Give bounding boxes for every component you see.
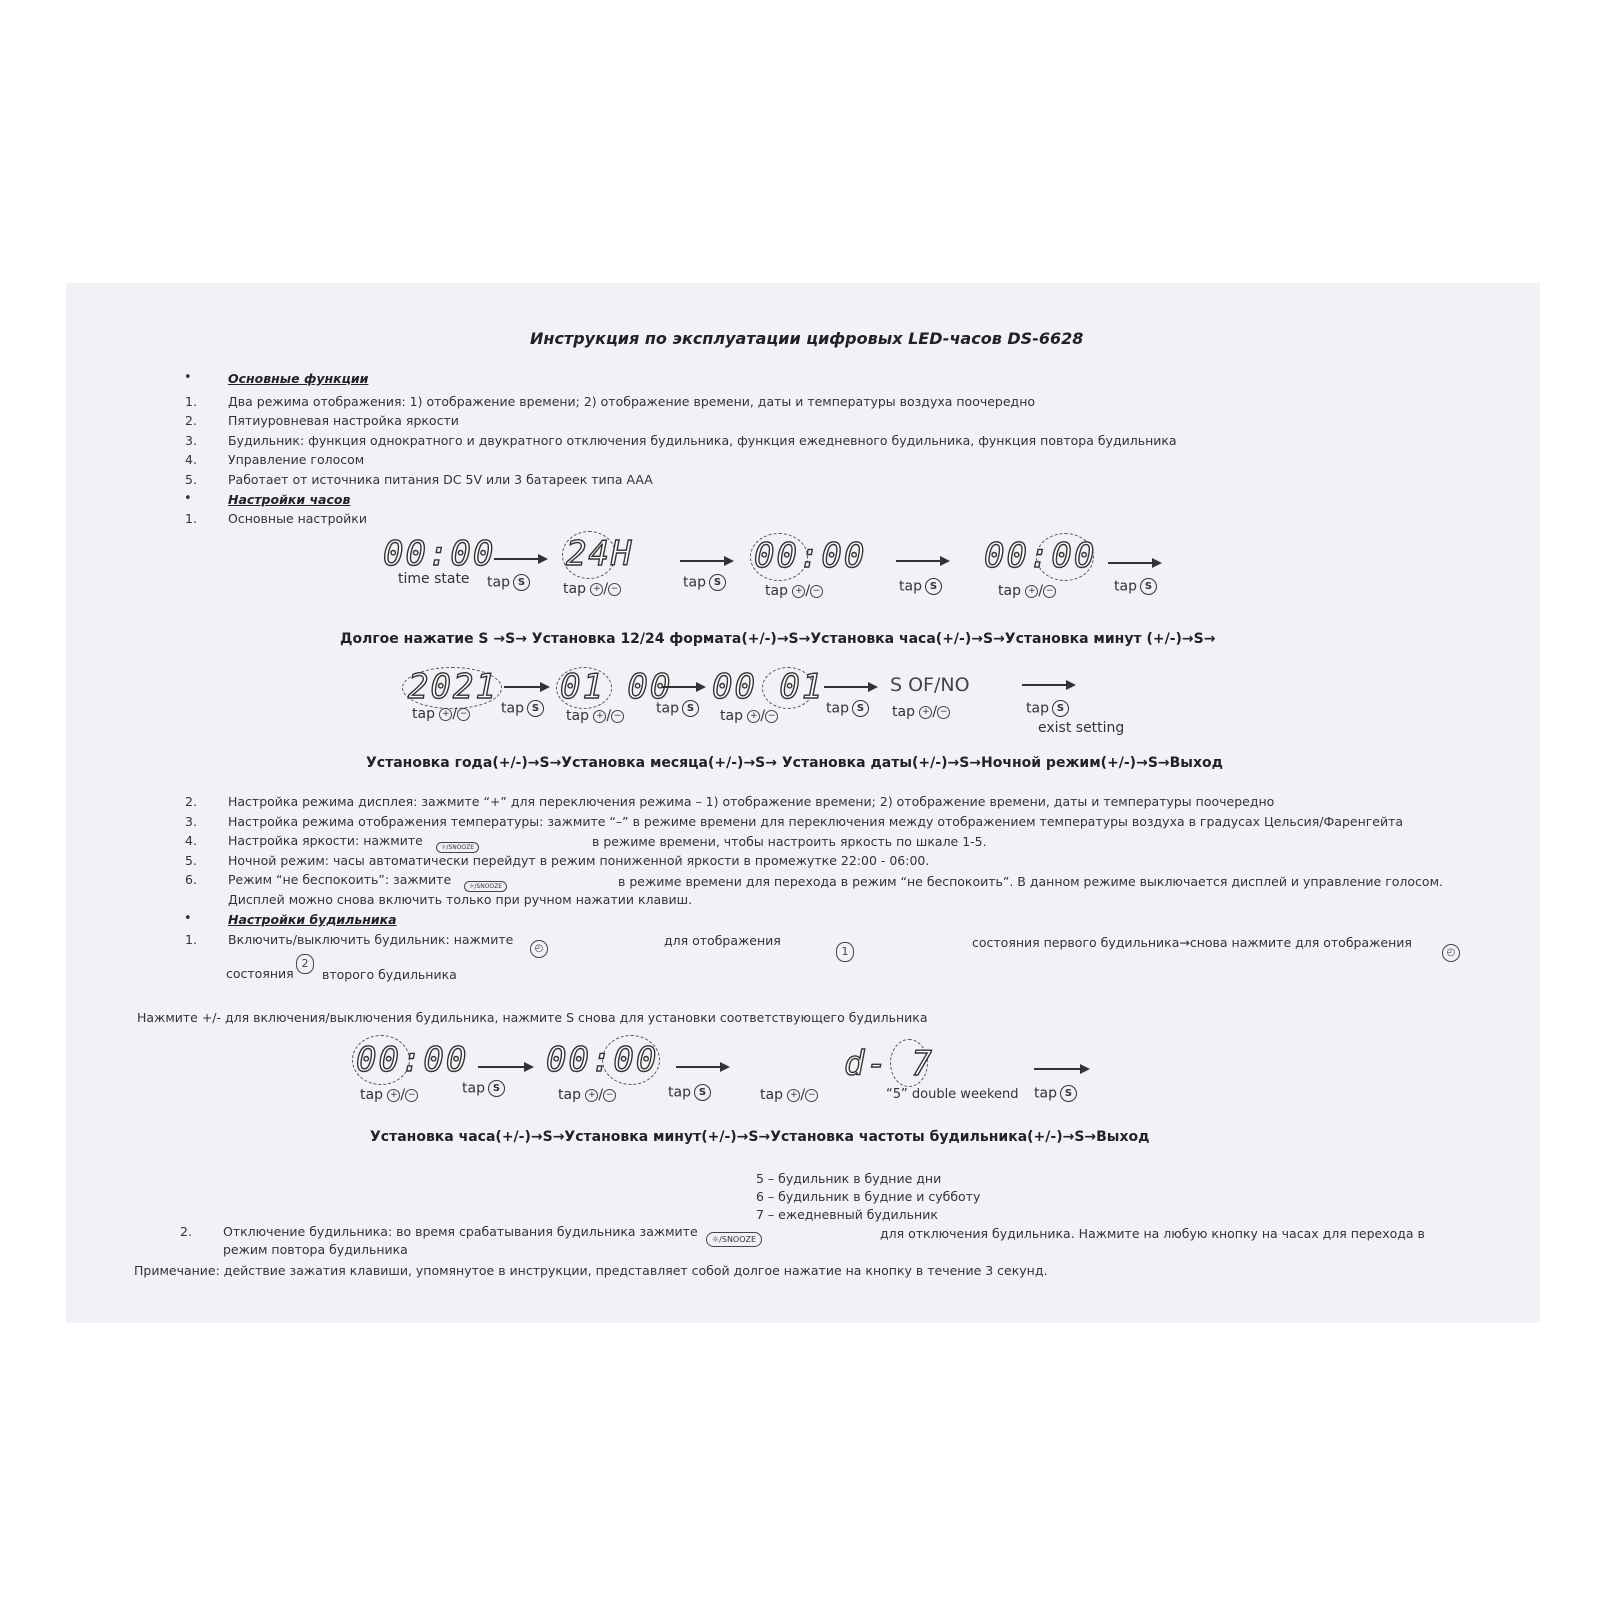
list-item-cont: Дисплей можно снова включить только при ручном нажатии клавиш. bbox=[228, 892, 693, 907]
tap-s-label: tap S bbox=[1026, 700, 1069, 717]
list-number: 3. bbox=[185, 433, 197, 448]
arrow-icon bbox=[1108, 562, 1160, 564]
tap-s-label: tap S bbox=[487, 574, 530, 591]
tap-s-label: tap S bbox=[1034, 1085, 1077, 1102]
lcd-display: 00 01 bbox=[712, 667, 825, 707]
tap-s-label: tap S bbox=[826, 700, 869, 717]
list-number: 5. bbox=[185, 853, 197, 868]
list-item: Отключение будильника: во время срабатывания будильника зажмите bbox=[223, 1224, 698, 1239]
lcd-display: 00:00 bbox=[383, 534, 496, 574]
alarm-2-icon: 2 bbox=[296, 954, 314, 974]
list-number: 2. bbox=[185, 794, 197, 809]
list-item-cont: состояния bbox=[226, 966, 294, 981]
tap-s-label: tap S bbox=[656, 700, 699, 717]
list-item-cont: состояния первого будильника→снова нажмите для отображения bbox=[972, 935, 1412, 950]
section-heading-basic: Основные функции bbox=[228, 371, 369, 386]
arrow-icon bbox=[662, 686, 704, 688]
s-button-icon: S bbox=[694, 1084, 711, 1101]
list-item-cont: второго будильника bbox=[322, 967, 457, 982]
arrow-icon bbox=[680, 560, 732, 562]
clock-icon: ◴ bbox=[1442, 944, 1460, 962]
list-number: 1. bbox=[185, 394, 197, 409]
tap-plus-minus-label: tap + / − bbox=[566, 708, 624, 724]
s-button-icon: S bbox=[1060, 1085, 1077, 1102]
list-item: Настройка режима дисплея: зажмите “+” для переключения режима – 1) отображение времени; 2) отображение времени, даты и температуры поочередно bbox=[228, 794, 1275, 809]
time-state-label: time state bbox=[398, 571, 470, 587]
lcd-display: 01 00 bbox=[560, 667, 673, 707]
minus-icon: − bbox=[765, 710, 778, 723]
arrow-icon bbox=[1022, 684, 1074, 686]
s-button-icon: S bbox=[1052, 700, 1069, 717]
alarm-1-icon: 1 bbox=[836, 942, 854, 962]
plus-icon: + bbox=[919, 706, 932, 719]
arrow-icon bbox=[676, 1066, 728, 1068]
lcd-display: 00:00 bbox=[356, 1040, 469, 1080]
tap-plus-minus-label: tap + / − bbox=[765, 583, 823, 599]
list-item-cont: в режиме времени, чтобы настроить яркость по шкале 1-5. bbox=[592, 834, 987, 849]
list-item: Управление голосом bbox=[228, 452, 365, 467]
lcd-display: d- 7 bbox=[844, 1044, 934, 1084]
list-number: 2. bbox=[180, 1224, 192, 1239]
plus-icon: + bbox=[792, 585, 805, 598]
flow-caption-basic: Долгое нажатие S →S→ Установка 12/24 формата(+/-)→S→Установка часа(+/-)→S→Установка минут (+/-)→S→ bbox=[340, 631, 1216, 647]
list-item: Ночной режим: часы автоматически перейдут в режим пониженной яркости в промежутке 22:00 - 06:00. bbox=[228, 853, 930, 868]
list-item: Включить/выключить будильник: нажмите bbox=[228, 932, 514, 947]
exit-setting-label: exist setting bbox=[1038, 720, 1125, 736]
plus-icon: + bbox=[590, 583, 603, 596]
s-button-icon: S bbox=[513, 574, 530, 591]
tap-plus-minus-label: tap + / − bbox=[892, 704, 950, 720]
list-item: Основные настройки bbox=[228, 511, 367, 526]
plus-icon: + bbox=[787, 1089, 800, 1102]
footnote: Примечание: действие зажатия клавиши, упомянутое в инструкции, представляет собой долгое нажатие на кнопку в течение 3 секунд. bbox=[134, 1263, 1048, 1278]
section-heading-alarm: Настройки будильника bbox=[228, 912, 397, 927]
snooze-button-icon: ☼/SNOOZE bbox=[436, 834, 479, 853]
plus-icon: + bbox=[747, 710, 760, 723]
lcd-display: 2021 bbox=[408, 667, 498, 707]
list-item-cont: для отключения будильника. Нажмите на любую кнопку на часах для перехода в bbox=[880, 1226, 1425, 1241]
tap-plus-minus-label: tap + / − bbox=[998, 583, 1056, 599]
minus-icon: − bbox=[937, 706, 950, 719]
arrow-icon bbox=[504, 686, 548, 688]
night-mode-display: S OF/NO bbox=[890, 674, 970, 696]
bullet: • bbox=[184, 370, 192, 385]
list-item: Работает от источника питания DC 5V или 3 батареек типа AAA bbox=[228, 472, 653, 487]
snooze-button-icon: ☼/SNOOZE bbox=[706, 1227, 762, 1247]
minus-icon: − bbox=[405, 1089, 418, 1102]
s-button-icon: S bbox=[925, 578, 942, 595]
list-number: 2. bbox=[185, 413, 197, 428]
minus-icon: − bbox=[810, 585, 823, 598]
plus-icon: + bbox=[439, 708, 452, 721]
lcd-display: 24H bbox=[566, 534, 634, 574]
tap-s-label: tap S bbox=[1114, 578, 1157, 595]
list-item-cont: в режиме времени для перехода в режим “не беспокоить”. В данном режиме выключается дисплей и управление голосом. bbox=[618, 874, 1443, 889]
flow-caption-alarm: Установка часа(+/-)→S→Установка минут(+/-)→S→Установка частоты будильника(+/-)→S→Выход bbox=[370, 1129, 1150, 1145]
s-button-icon: S bbox=[1140, 578, 1157, 595]
list-item: Настройка яркости: нажмите bbox=[228, 833, 423, 848]
list-item-cont: для отображения bbox=[664, 933, 781, 948]
tap-plus-minus-label: tap + / − bbox=[558, 1087, 616, 1103]
list-item-cont: режим повтора будильника bbox=[223, 1242, 408, 1257]
plus-icon: + bbox=[387, 1089, 400, 1102]
tap-s-label: tap S bbox=[899, 578, 942, 595]
s-button-icon: S bbox=[852, 700, 869, 717]
s-button-icon: S bbox=[527, 700, 544, 717]
tap-plus-minus-label: tap + / − bbox=[360, 1087, 418, 1103]
arrow-icon bbox=[824, 686, 876, 688]
plus-icon: + bbox=[593, 710, 606, 723]
double-weekend-label: “5” double weekend bbox=[886, 1087, 1019, 1102]
bullet: • bbox=[184, 491, 192, 506]
list-number: 1. bbox=[185, 932, 197, 947]
tap-plus-minus-label: tap + / − bbox=[563, 581, 621, 597]
tap-s-label: tap S bbox=[462, 1080, 505, 1097]
list-number: 3. bbox=[185, 814, 197, 829]
snooze-button-icon: ☼/SNOOZE bbox=[464, 873, 507, 892]
tap-s-label: tap S bbox=[668, 1084, 711, 1101]
minus-icon: − bbox=[611, 710, 624, 723]
arrow-icon bbox=[896, 560, 948, 562]
minus-icon: − bbox=[457, 708, 470, 721]
freq-legend-item: 6 – будильник в будние и субботу bbox=[756, 1189, 981, 1204]
minus-icon: − bbox=[603, 1089, 616, 1102]
tap-plus-minus-label: tap + / − bbox=[720, 708, 778, 724]
lcd-display: 00:00 bbox=[546, 1040, 659, 1080]
tap-s-label: tap S bbox=[683, 574, 726, 591]
plus-icon: + bbox=[585, 1089, 598, 1102]
list-number: 6. bbox=[185, 872, 197, 887]
flow-caption-date: Установка года(+/-)→S→Установка месяца(+/-)→S→ Установка даты(+/-)→S→Ночной режим(+/-)→S→Выход bbox=[366, 755, 1223, 771]
s-button-icon: S bbox=[682, 700, 699, 717]
arrow-icon bbox=[494, 558, 546, 560]
freq-legend-item: 5 – будильник в будние дни bbox=[756, 1171, 942, 1186]
page-title: Инструкция по эксплуатации цифровых LED-часов DS-6628 bbox=[530, 329, 1084, 348]
tap-plus-minus-label: tap + / − bbox=[412, 706, 470, 722]
list-number: 1. bbox=[185, 511, 197, 526]
section-heading-clock: Настройки часов bbox=[228, 492, 351, 507]
list-item: Будильник: функция однократного и двукратного отключения будильника, функция ежедневного будильника, функция повтора будильника bbox=[228, 433, 1177, 448]
arrow-icon bbox=[1034, 1068, 1088, 1070]
minus-icon: − bbox=[1043, 585, 1056, 598]
tap-s-label: tap S bbox=[501, 700, 544, 717]
s-button-icon: S bbox=[488, 1080, 505, 1097]
list-item: Настройка режима отображения температуры: зажмите “–” в режиме времени для переключения между отображением температуры воздуха в градусах Цельсия/Фаренгейта bbox=[228, 814, 1404, 829]
s-button-icon: S bbox=[709, 574, 726, 591]
list-item: Пятиуровневая настройка яркости bbox=[228, 413, 459, 428]
list-item: Режим “не беспокоить”: зажмите bbox=[228, 872, 452, 887]
alarm-note: Нажмите +/- для включения/выключения будильника, нажмите S снова для установки соответствующего будильника bbox=[137, 1010, 928, 1025]
plus-icon: + bbox=[1025, 585, 1038, 598]
minus-icon: − bbox=[805, 1089, 818, 1102]
lcd-display: 00:00 bbox=[754, 536, 867, 576]
list-number: 5. bbox=[185, 472, 197, 487]
minus-icon: − bbox=[608, 583, 621, 596]
list-number: 4. bbox=[185, 833, 197, 848]
clock-icon: ◴ bbox=[530, 940, 548, 958]
list-number: 4. bbox=[185, 452, 197, 467]
tap-plus-minus-label: tap + / − bbox=[760, 1087, 818, 1103]
freq-legend-item: 7 – ежедневный будильник bbox=[756, 1207, 938, 1222]
lcd-display: 00:00 bbox=[984, 536, 1097, 576]
arrow-icon bbox=[478, 1066, 532, 1068]
bullet: • bbox=[184, 911, 192, 926]
list-item: Два режима отображения: 1) отображение времени; 2) отображение времени, даты и температуры воздуха поочередно bbox=[228, 394, 1036, 409]
